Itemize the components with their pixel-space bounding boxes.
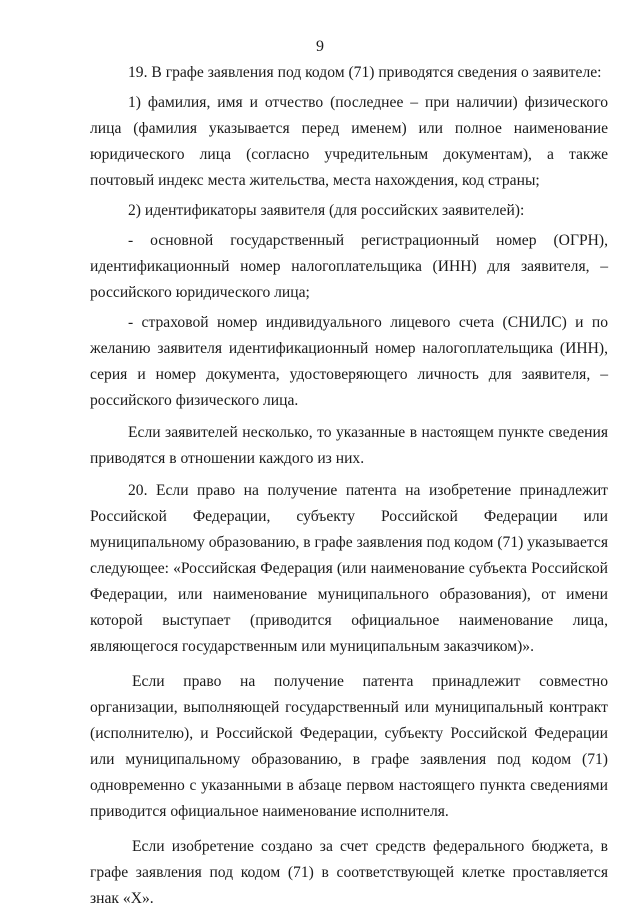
page-number: 9 bbox=[316, 38, 324, 55]
paragraph-multiple-applicants: Если заявителей несколько, то указанные в настоящем пункте сведения приводятся в отношении каждого из них. bbox=[90, 424, 608, 467]
document-body bbox=[90, 60, 608, 912]
paragraph-legal-entity-identifiers: - основной государственный регистрационный номер (ОГРН), идентификационный номер налогоплательщика (ИНН) для заявителя, – российского юридического лица; bbox=[90, 232, 608, 301]
paragraph-20-state-rights: 20. Если право на получение патента на изобретение принадлежит Российской Федерации, субъекту Российской Федерации или муниципальному образованию, в графе заявления под кодом (71) указывается следующее: «Российская Федерация (или наименование субъекта Российской Федерации, или наименование муниципального образования), от имени которой выступает (приводится официальное наименование лица, являющегося государственным или муниципальным заказчиком)». bbox=[90, 482, 608, 655]
paragraph-joint-rights: Если право на получение патента принадлежит совместно организации, выполняющей государственный или муниципальный контракт (исполнителю), и Российской Федерации, субъекту Российской Федерации или муниципальному образованию, в графе заявления под кодом (71) одновременно с указанными в абзаце первом настоящего пункта сведениями приводится официальное наименование исполнителя. bbox=[90, 673, 608, 820]
paragraph-19-intro: 19. В графе заявления под кодом (71) приводятся сведения о заявителе: bbox=[128, 64, 602, 81]
paragraph-applicant-name: 1) фамилия, имя и отчество (последнее – при наличии) физического лица (фамилия указывается перед именем) или полное наименование юридического лица (согласно учредительным документам), а также почтовый индекс места жительства, места нахождения, код страны; bbox=[90, 94, 608, 189]
paragraph-identifiers-heading: 2) идентификаторы заявителя (для российских заявителей): bbox=[128, 202, 525, 219]
paragraph-individual-identifiers: - страховой номер индивидуального лицевого счета (СНИЛС) и по желанию заявителя идентификационный номер налогоплательщика (ИНН), серия и номер документа, удостоверяющего личность для заявителя, – российского физического лица. bbox=[90, 314, 608, 409]
paragraph-federal-budget: Если изобретение создано за счет средств федерального бюджета, в графе заявления под кодом (71) в соответствующей клетке проставляется знак «Х». bbox=[90, 838, 608, 907]
